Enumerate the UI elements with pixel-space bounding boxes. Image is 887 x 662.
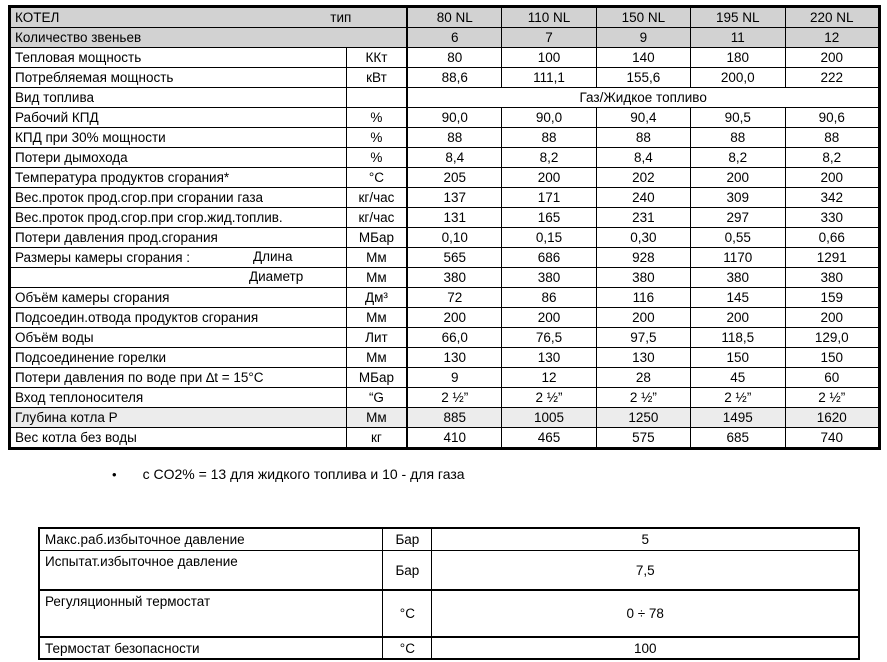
row-label: Вес.проток прод.сгор.при сгорании газа xyxy=(10,188,347,208)
value-cell: 7 xyxy=(502,28,596,48)
links-row xyxy=(10,28,880,48)
value-cell: 72 xyxy=(407,288,501,308)
value-cell: 155,6 xyxy=(596,68,690,88)
value-cell: 140 xyxy=(596,48,690,68)
value-cell: 88 xyxy=(502,128,596,148)
row-label: Рабочий КПД xyxy=(10,108,347,128)
row-label: КПД при 30% мощности xyxy=(10,128,347,148)
unit-cell: Бар xyxy=(383,528,432,551)
row-label: Объём камеры сгорания xyxy=(10,288,347,308)
value-cell: 131 xyxy=(407,208,501,228)
value-cell: 200 xyxy=(785,308,879,328)
value-cell: 1495 xyxy=(691,408,785,428)
value-cell: 928 xyxy=(596,248,690,268)
value-cell: 28 xyxy=(596,368,690,388)
spec-row xyxy=(10,348,880,368)
value-cell: 2 ½” xyxy=(502,388,596,408)
table-title: КОТЕЛ xyxy=(15,9,60,25)
value-cell: 0,55 xyxy=(691,228,785,248)
header-row xyxy=(10,7,880,28)
unit-cell: °C xyxy=(383,590,432,637)
row-label: Температура продуктов сгорания* xyxy=(10,168,347,188)
value-cell: 240 xyxy=(596,188,690,208)
value-cell: 222 xyxy=(785,68,879,88)
spec-row xyxy=(10,208,880,228)
co2-note xyxy=(112,466,465,482)
value-cell: 380 xyxy=(785,268,879,288)
spec-row xyxy=(10,308,880,328)
fuel-type-row xyxy=(10,88,880,108)
value-cell: 118,5 xyxy=(691,328,785,348)
model-cell: 110 NL xyxy=(502,7,596,28)
model-cell: 150 NL xyxy=(596,7,690,28)
unit-cell: Мм xyxy=(346,408,407,428)
spec-row-dimensions-diameter xyxy=(10,268,880,288)
value-cell: 80 xyxy=(407,48,501,68)
sub-label-diameter: Диаметр xyxy=(249,269,304,284)
bullet-icon: • xyxy=(112,466,117,482)
unit-cell: Дм³ xyxy=(346,288,407,308)
value-cell: 180 xyxy=(691,48,785,68)
value-cell: 88 xyxy=(407,128,501,148)
value-cell: 90,0 xyxy=(407,108,501,128)
value-cell: 2 ½” xyxy=(785,388,879,408)
value-cell: 1620 xyxy=(785,408,879,428)
value-cell: 171 xyxy=(502,188,596,208)
row-label: Термостат безопасности xyxy=(39,637,383,659)
value-cell: 8,4 xyxy=(596,148,690,168)
unit-cell xyxy=(346,88,407,108)
unit-cell: “G xyxy=(346,388,407,408)
value-cell: 129,0 xyxy=(785,328,879,348)
row-label: Размеры камеры сгорания : Длина xyxy=(10,248,347,268)
row-label: Вес котла без воды xyxy=(10,428,347,449)
value-cell: 88,6 xyxy=(407,68,501,88)
value-cell: 111,1 xyxy=(502,68,596,88)
value-cell: 410 xyxy=(407,428,501,449)
pressure-thermostat-table xyxy=(38,527,860,660)
table-title-cell xyxy=(10,7,408,28)
unit-cell: Мм xyxy=(346,248,407,268)
value-cell: 137 xyxy=(407,188,501,208)
value-cell: 740 xyxy=(785,428,879,449)
value-cell: 200 xyxy=(691,168,785,188)
unit-cell: % xyxy=(346,128,407,148)
value-cell: 342 xyxy=(785,188,879,208)
value-cell: 116 xyxy=(596,288,690,308)
value-cell: 12 xyxy=(502,368,596,388)
value-cell: 97,5 xyxy=(596,328,690,348)
unit-cell: МБар xyxy=(346,228,407,248)
row-label: Объём воды xyxy=(10,328,347,348)
value-cell: 200 xyxy=(785,168,879,188)
type-label: тип xyxy=(330,9,352,25)
spec-row xyxy=(10,428,880,449)
value-cell: 685 xyxy=(691,428,785,449)
spec-row xyxy=(10,168,880,188)
value-cell: 90,6 xyxy=(785,108,879,128)
spec-row xyxy=(10,188,880,208)
unit-cell: Мм xyxy=(346,348,407,368)
row-label: Вход теплоносителя xyxy=(10,388,347,408)
value-cell: 86 xyxy=(502,288,596,308)
value-cell: 60 xyxy=(785,368,879,388)
unit-cell: % xyxy=(346,148,407,168)
unit-cell: % xyxy=(346,108,407,128)
value-cell: 90,0 xyxy=(502,108,596,128)
unit-cell: кВт xyxy=(346,68,407,88)
unit-cell: кг/час xyxy=(346,208,407,228)
spec-row xyxy=(10,148,880,168)
value-cell: 200 xyxy=(785,48,879,68)
value-cell: 90,4 xyxy=(596,108,690,128)
value-cell: 8,2 xyxy=(785,148,879,168)
model-cell: 80 NL xyxy=(407,7,501,28)
row-label: Вес.проток прод.сгор.при сгор.жид.топлив. xyxy=(10,208,347,228)
value-cell: 200 xyxy=(691,308,785,328)
value-cell: 100 xyxy=(432,637,859,659)
unit-cell: ККт xyxy=(346,48,407,68)
unit-cell: кг/час xyxy=(346,188,407,208)
row-label: Потребляемая мощность xyxy=(10,68,347,88)
value-cell: 885 xyxy=(407,408,501,428)
value-cell: 1170 xyxy=(691,248,785,268)
value-cell: 231 xyxy=(596,208,690,228)
value-cell: 165 xyxy=(502,208,596,228)
value-cell: 76,5 xyxy=(502,328,596,348)
value-cell: 297 xyxy=(691,208,785,228)
unit-cell: Бар xyxy=(383,551,432,591)
value-cell: 66,0 xyxy=(407,328,501,348)
value-cell: 130 xyxy=(502,348,596,368)
value-cell: 0,30 xyxy=(596,228,690,248)
value-cell: 90,5 xyxy=(691,108,785,128)
spec-row-dimensions-length xyxy=(10,248,880,268)
unit-cell: °C xyxy=(383,637,432,659)
value-cell: 9 xyxy=(596,28,690,48)
note-text: с CO2% = 13 для жидкого топлива и 10 - для газа xyxy=(142,466,465,482)
value-cell: 159 xyxy=(785,288,879,308)
spec-row-depth xyxy=(10,408,880,428)
value-cell: 8,2 xyxy=(691,148,785,168)
bottom-row xyxy=(39,637,859,659)
value-cell: 6 xyxy=(407,28,501,48)
value-cell: 686 xyxy=(502,248,596,268)
value-cell: 575 xyxy=(596,428,690,449)
spec-row xyxy=(10,108,880,128)
spec-row xyxy=(10,288,880,308)
row-label: Потери давления по воде при ∆t = 15°C xyxy=(10,368,347,388)
spec-row xyxy=(10,48,880,68)
value-cell: 202 xyxy=(596,168,690,188)
row-label xyxy=(10,268,347,288)
value-cell: 130 xyxy=(596,348,690,368)
bottom-row xyxy=(39,590,859,637)
value-cell: 88 xyxy=(785,128,879,148)
row-label: Глубина котла Р xyxy=(10,408,347,428)
value-cell: 145 xyxy=(691,288,785,308)
value-cell: 0,15 xyxy=(502,228,596,248)
value-cell: 205 xyxy=(407,168,501,188)
value-cell: 8,4 xyxy=(407,148,501,168)
row-label: Регуляционный термостат xyxy=(39,590,383,637)
value-cell: 309 xyxy=(691,188,785,208)
value-cell: 1005 xyxy=(502,408,596,428)
row-label: Подсоедин.отвода продуктов сгорания xyxy=(10,308,347,328)
unit-cell: МБар xyxy=(346,368,407,388)
spec-row xyxy=(10,388,880,408)
value-cell: 1250 xyxy=(596,408,690,428)
value-cell: 200,0 xyxy=(691,68,785,88)
value-cell: 380 xyxy=(596,268,690,288)
spec-row xyxy=(10,328,880,348)
value-cell: 150 xyxy=(691,348,785,368)
spec-row xyxy=(10,68,880,88)
value-cell: 2 ½” xyxy=(596,388,690,408)
value-cell: 380 xyxy=(502,268,596,288)
value-cell: 45 xyxy=(691,368,785,388)
unit-cell: кг xyxy=(346,428,407,449)
boiler-spec-table xyxy=(8,5,881,450)
row-label: Тепловая мощность xyxy=(10,48,347,68)
value-cell: 88 xyxy=(691,128,785,148)
value-cell: 2 ½” xyxy=(691,388,785,408)
value-cell: 12 xyxy=(785,28,879,48)
value-cell: 0 ÷ 78 xyxy=(432,590,859,637)
row-label: Испытат.избыточное давление xyxy=(39,551,383,591)
value-cell: 100 xyxy=(502,48,596,68)
row-label: Потери дымохода xyxy=(10,148,347,168)
value-cell: 5 xyxy=(432,528,859,551)
bottom-row xyxy=(39,551,859,591)
value-cell: 88 xyxy=(596,128,690,148)
value-cell: 200 xyxy=(502,168,596,188)
row-label: Количество звеньев xyxy=(10,28,408,48)
model-cell: 220 NL xyxy=(785,7,879,28)
spec-row xyxy=(10,128,880,148)
value-cell: 0,66 xyxy=(785,228,879,248)
value-cell: 465 xyxy=(502,428,596,449)
spec-row xyxy=(10,368,880,388)
value-cell: 11 xyxy=(691,28,785,48)
fuel-type-value: Газ/Жидкое топливо xyxy=(407,88,879,108)
row-label: Подсоединение горелки xyxy=(10,348,347,368)
model-cell: 195 NL xyxy=(691,7,785,28)
value-cell: 380 xyxy=(407,268,501,288)
unit-cell: °C xyxy=(346,168,407,188)
value-cell: 200 xyxy=(502,308,596,328)
value-cell: 200 xyxy=(407,308,501,328)
value-cell: 130 xyxy=(407,348,501,368)
value-cell: 1291 xyxy=(785,248,879,268)
unit-cell: Лит xyxy=(346,328,407,348)
value-cell: 565 xyxy=(407,248,501,268)
value-cell: 380 xyxy=(691,268,785,288)
value-cell: 7,5 xyxy=(432,551,859,591)
bottom-row xyxy=(39,528,859,551)
row-label: Потери давления прод.сгорания xyxy=(10,228,347,248)
spec-row xyxy=(10,228,880,248)
value-cell: 0,10 xyxy=(407,228,501,248)
unit-cell: Мм xyxy=(346,308,407,328)
row-label: Макс.раб.избыточное давление xyxy=(39,528,383,551)
value-cell: 2 ½” xyxy=(407,388,501,408)
value-cell: 9 xyxy=(407,368,501,388)
value-cell: 330 xyxy=(785,208,879,228)
row-label: Вид топлива xyxy=(10,88,347,108)
value-cell: 150 xyxy=(785,348,879,368)
value-cell: 200 xyxy=(596,308,690,328)
unit-cell: Мм xyxy=(346,268,407,288)
sub-label-length: Длина xyxy=(253,249,293,264)
value-cell: 8,2 xyxy=(502,148,596,168)
